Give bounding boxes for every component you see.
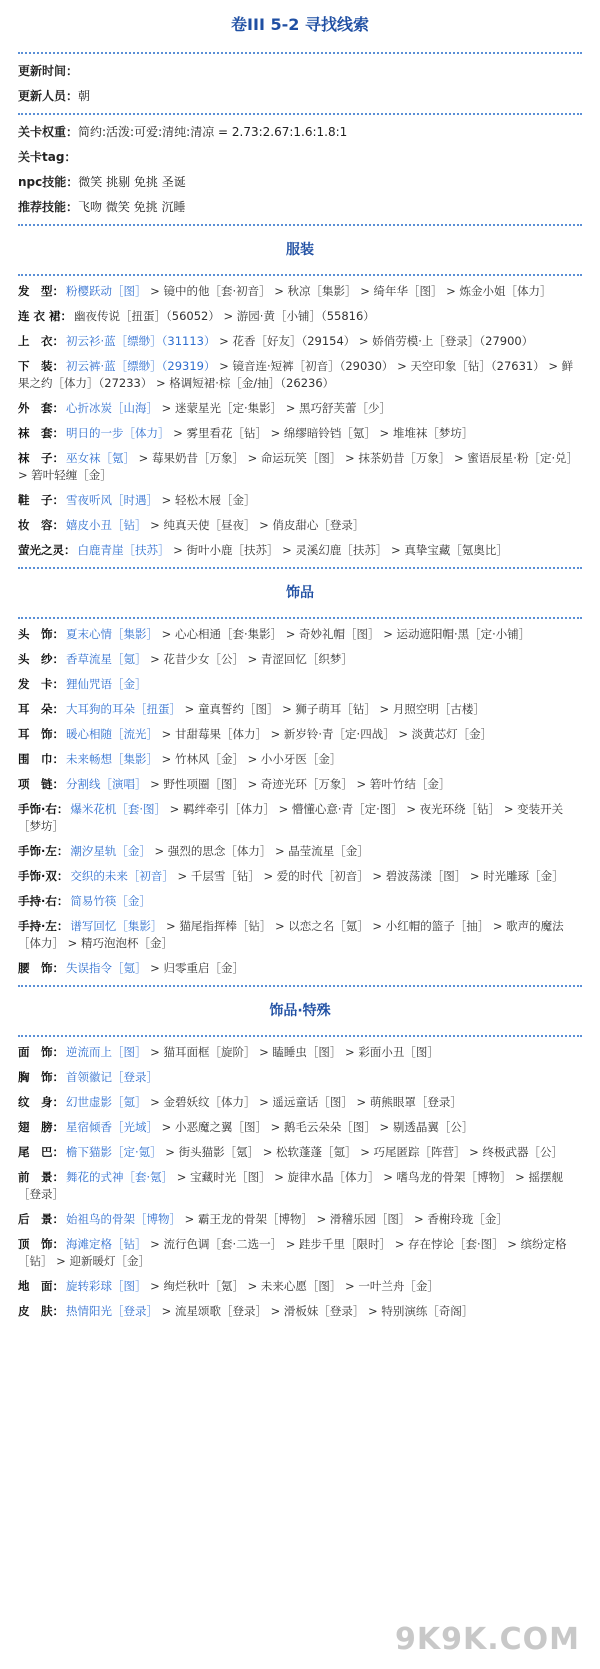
alternatives: > 野性项圈［图］ > 奇迹光环［万象］ > 箬叶竹结［金］: [146, 777, 451, 791]
item-row: [18, 626, 582, 643]
slot-label: 手持·左：: [18, 919, 69, 933]
top-pick: 失误指令［氪］: [66, 961, 147, 975]
item-list: [66, 677, 147, 691]
item-list: [66, 518, 364, 532]
top-pick: 香草流星［氪］: [66, 652, 147, 666]
slot-label: 后 景：: [18, 1212, 64, 1226]
page-title: 卷III 5-2 寻找线索: [231, 15, 369, 34]
top-pick: 旋转彩球［图］: [66, 1279, 147, 1293]
alternatives: > 猫耳面框［旋阶］ > 瞌睡虫［图］ > 彩面小丑［图］: [146, 1045, 439, 1059]
meta-label: 更新时间：: [18, 64, 79, 78]
item-list: [70, 844, 368, 858]
item-row: [18, 751, 582, 768]
top-pick: 始祖鸟的骨架［博物］: [66, 1212, 181, 1226]
slot-label: 顶 饰：: [18, 1237, 64, 1251]
alternatives: > 甘甜莓果［体力］ > 新岁铃·青［定·四战］ > 淡黄芯灯［金］: [158, 727, 493, 741]
slot-label: 上 衣：: [18, 334, 64, 348]
slot-label: 发 型：: [18, 284, 64, 298]
item-list: [18, 451, 578, 482]
slot-label: 袜 子：: [18, 451, 64, 465]
item-list: [66, 727, 492, 741]
alternatives: > 纯真天使［昼夜］ > 俏皮甜心［登录］: [146, 518, 365, 532]
item-row: [18, 1094, 582, 1111]
alternatives: > 小恶魔之翼［图］ > 鹅毛云朵朵［图］ > 剔透晶翼［公］: [158, 1120, 474, 1134]
item-sections: [18, 230, 582, 1320]
divider: [18, 274, 582, 276]
info-label: 关卡tag：: [18, 150, 77, 164]
item-list: [18, 802, 563, 833]
top-pick: 夏末心情［集影］: [66, 627, 158, 641]
top-pick: 初云衫·蓝［缥缈］（31113）: [66, 334, 216, 348]
item-list: [66, 1095, 462, 1109]
item-row: [18, 960, 582, 977]
slot-label: 手饰·右：: [18, 802, 69, 816]
slot-label: 手饰·双：: [18, 869, 69, 883]
slot-label: 手饰·左：: [18, 844, 69, 858]
slot-label: 鞋 子：: [18, 493, 64, 507]
item-list: [66, 1279, 439, 1293]
alternatives: > 羁绊牵引［体力］ > 懵懂心意·青［定·图］ > 夜光环绕［钻］ > 变装开关［梦坊］: [18, 802, 564, 833]
info-value: 飞吻 微笑 免挑 沉睡: [78, 200, 186, 214]
item-list: [74, 309, 375, 323]
info-row: [18, 124, 582, 140]
slot-label: 外 套：: [18, 401, 64, 415]
site-watermark: 9K9K.COM: [394, 1622, 580, 1657]
item-list: [70, 869, 563, 883]
top-pick: 海滩定格［钻］: [66, 1237, 147, 1251]
alternatives: > 街叶小鹿［扶苏］ > 灵溪幻鹿［扶苏］ > 真挚宝藏［氪奥比］: [169, 543, 508, 557]
top-pick: 大耳狗的耳朵［扭蛋］: [66, 702, 181, 716]
item-list: [66, 752, 341, 766]
top-pick: 谱写回忆［集影］: [70, 919, 163, 933]
item-list: [66, 1070, 158, 1084]
item-list: [78, 543, 508, 557]
slot-label: 手持·右：: [18, 894, 69, 908]
slot-label: 皮 肤：: [18, 1304, 64, 1318]
info-label: npc技能：: [18, 175, 79, 189]
slot-label: 前 景：: [18, 1170, 64, 1184]
item-list: [70, 894, 151, 908]
item-list: [66, 1145, 563, 1159]
item-list: [66, 702, 485, 716]
level-info: [18, 124, 582, 215]
alternatives: > 镜中的他［套·初音］ > 秋凉［集影］ > 绮年华［图］ > 炼金小姐［体力］: [146, 284, 552, 298]
divider: [18, 224, 582, 226]
slot-label: 翅 膀：: [18, 1120, 64, 1134]
top-pick: 简易竹筷［金］: [70, 894, 151, 908]
top-pick: 初云裤·蓝［缥缈］（29319）: [66, 359, 216, 373]
item-row: [18, 1144, 582, 1161]
item-row: [18, 1236, 582, 1270]
item-list: [18, 1170, 563, 1201]
meta-value: 朝: [78, 89, 91, 103]
top-pick: 白鹿青崖［扶苏］: [77, 543, 170, 557]
slot-label: 下 装：: [18, 359, 64, 373]
alternatives: > 千层雪［钻］ > 爱的时代［初音］ > 碧波荡漾［图］ > 时光雕琢［金］: [173, 869, 564, 883]
info-label: 推荐技能：: [18, 200, 79, 214]
info-row: [18, 199, 582, 215]
item-row: [18, 868, 582, 885]
divider: [18, 1035, 582, 1037]
slot-label: 纹 身：: [18, 1095, 64, 1109]
alternatives: > 雾里看花［钻］ > 绵缪暗铃铛［氪］ > 堆堆袜［梦坊］: [169, 426, 474, 440]
item-list: [66, 493, 255, 507]
item-row: [18, 651, 582, 668]
item-list: [66, 284, 551, 298]
top-pick: 分割线［演唱］: [66, 777, 147, 791]
slot-label: 连 衣 裙：: [18, 309, 73, 323]
alternatives: > 镜音连·短裤［初音］（29030） > 天空印象［钻］（27631） > 鲜果之约［体力］（27233） > 格调短裙·棕［金/抽］（26236）: [18, 359, 574, 390]
item-row: [18, 283, 582, 300]
item-list: [66, 777, 450, 791]
alternatives: > 绚烂秋叶［氪］ > 未来心愿［图］ > 一叶兰舟［金］: [146, 1279, 439, 1293]
item-list: [66, 426, 473, 440]
top-pick: 雪夜听风［时遇］: [66, 493, 158, 507]
alternatives: > 心心相通［套·集影］ > 奇妙礼帽［图］ > 运动遮阳帽·黑［定·小铺］: [158, 627, 531, 641]
divider: [18, 617, 582, 619]
alternatives: > 花昔少女［公］ > 青涩回忆［织梦］: [146, 652, 353, 666]
item-row: [18, 1069, 582, 1086]
item-row: [18, 400, 582, 417]
section-title: 饰品: [286, 585, 314, 601]
alternatives: > 轻松木屐［金］: [158, 493, 256, 507]
top-pick: 明日的一步［体力］: [66, 426, 170, 440]
item-list: [66, 401, 391, 415]
slot-label: 腰 饰：: [18, 961, 64, 975]
divider: [18, 113, 582, 115]
alternatives: > 街头猫影［氪］ > 松软蓬蓬［氪］ > 巧尾匿踪［阵营］ > 终极武器［公］: [161, 1145, 563, 1159]
info-row: [18, 174, 582, 190]
alternatives: > 童真誓约［图］ > 狮子萌耳［钻］ > 月照空明［古楼］: [181, 702, 485, 716]
top-pick: 嬉皮小丑［钻］: [66, 518, 147, 532]
alternatives: > 流星颂歌［登录］ > 滑板妹［登录］ > 特别演练［奇阁］: [158, 1304, 474, 1318]
item-row: [18, 542, 582, 559]
slot-label: 头 纱：: [18, 652, 64, 666]
item-list: [66, 1212, 508, 1226]
item-row: [18, 1044, 582, 1061]
section-title: 饰品·特殊: [269, 1003, 331, 1019]
item-list: [66, 1045, 439, 1059]
slot-label: 围 巾：: [18, 752, 64, 766]
divider: [18, 985, 582, 987]
item-row: [18, 517, 582, 534]
top-pick: 爆米花机［套·图］: [70, 802, 167, 816]
alternatives: > 流行色调［套·二选一］ > 跬步千里［限时］ > 存在悖论［套·图］ > 缤纷定格［钻］ > 迎新暖灯［金］: [18, 1237, 567, 1268]
item-row: [18, 726, 582, 743]
item-row: [18, 801, 582, 835]
alternatives: 幽夜传说［扭蛋］（56052） > 游园·黄［小铺］（55816）: [74, 309, 375, 323]
item-row: [18, 450, 582, 484]
top-pick: 粉樱跃动［图］: [66, 284, 147, 298]
slot-label: 耳 饰：: [18, 727, 64, 741]
alternatives: > 归零重启［金］: [146, 961, 244, 975]
top-pick: 逆流而上［图］: [66, 1045, 147, 1059]
info-label: 关卡权重：: [18, 125, 79, 139]
alternatives: > 花香［好友］（29154） > 娇俏劳模·上［登录］（27900）: [215, 334, 534, 348]
divider: [18, 567, 582, 569]
item-row: [18, 776, 582, 793]
top-pick: 暖心相随［流光］: [66, 727, 158, 741]
divider: [18, 52, 582, 54]
alternatives: > 迷蒙星光［定·集影］ > 黑巧舒芙蕾［少］: [158, 401, 392, 415]
slot-label: 头 饰：: [18, 627, 64, 641]
slot-label: 胸 饰：: [18, 1070, 64, 1084]
slot-label: 尾 巴：: [18, 1145, 64, 1159]
info-row: [18, 149, 582, 165]
alternatives: > 竹林风［金］ > 小小牙医［金］: [158, 752, 342, 766]
item-row: [18, 676, 582, 693]
top-pick: 首领徽记［登录］: [66, 1070, 158, 1084]
item-list: [66, 1304, 473, 1318]
item-row: [18, 425, 582, 442]
section-title: 服装: [286, 242, 314, 258]
item-row: [18, 843, 582, 860]
item-row: [18, 1278, 582, 1295]
alternatives: > 霸王龙的骨架［博物］ > 滑稽乐园［图］ > 香榭玲珑［金］: [181, 1212, 508, 1226]
item-row: [18, 893, 582, 910]
alternatives: > 金碧妖纹［体力］ > 遥远童话［图］ > 萌熊眼罩［登录］: [146, 1095, 462, 1109]
top-pick: 潮汐星轨［金］: [70, 844, 151, 858]
top-pick: 狸仙咒语［金］: [66, 677, 147, 691]
top-pick: 舞花的式神［套·氪］: [66, 1170, 174, 1184]
top-pick: 星宿倾香［光域］: [66, 1120, 158, 1134]
slot-label: 项 链：: [18, 777, 64, 791]
slot-label: 萤光之灵：: [18, 543, 76, 557]
slot-label: 袜 套：: [18, 426, 64, 440]
top-pick: 热情阳光［登录］: [66, 1304, 158, 1318]
update-info: [18, 63, 582, 104]
top-pick: 交织的未来［初音］: [70, 869, 174, 883]
item-list: [66, 1120, 473, 1134]
item-row: [18, 333, 582, 350]
alternatives: > 强烈的思念［体力］ > 晶莹流星［金］: [150, 844, 369, 858]
info-value: 微笑 挑剔 免挑 圣诞: [78, 175, 186, 189]
item-row: [18, 918, 582, 952]
top-pick: 幻世虚影［氪］: [66, 1095, 147, 1109]
item-list: [18, 919, 564, 950]
item-list: [18, 359, 573, 390]
item-row: [18, 1119, 582, 1136]
item-list: [18, 1237, 567, 1268]
slot-label: 发 卡：: [18, 677, 64, 691]
top-pick: 巫女袜［氪］: [66, 451, 135, 465]
slot-label: 耳 朵：: [18, 702, 64, 716]
item-list: [66, 334, 533, 348]
alternatives: > 猫尾指挥棒［钻］ > 以恋之名［氪］ > 小红帽的篮子［抽］ > 歌声的魔法［体力］ > 精巧泡泡杯［金］: [18, 919, 564, 950]
item-row: [18, 1211, 582, 1228]
top-pick: 檐下猫影［定·氪］: [66, 1145, 162, 1159]
alternatives: > 莓果奶昔［万象］ > 命运玩笑［图］ > 抹茶奶昔［万象］ > 蜜语辰星·粉［定·兑］ > 箬叶轻缠［金］: [18, 451, 579, 482]
top-pick: 未来畅想［集影］: [66, 752, 158, 766]
item-row: [18, 358, 582, 392]
item-list: [66, 652, 353, 666]
item-row: [18, 1169, 582, 1203]
meta-row: [18, 88, 582, 104]
slot-label: 面 饰：: [18, 1045, 64, 1059]
meta-row: [18, 63, 582, 79]
item-row: [18, 308, 582, 325]
item-row: [18, 1303, 582, 1320]
info-value: 简约:活泼:可爱:清纯:清凉 = 2.73:2.67:1.6:1.8:1: [78, 125, 348, 139]
item-list: [66, 627, 530, 641]
slot-label: 地 面：: [18, 1279, 64, 1293]
slot-label: 妆 容：: [18, 518, 64, 532]
item-row: [18, 492, 582, 509]
item-row: [18, 701, 582, 718]
alternatives: > 宝藏时光［图］ > 旋律水晶［体力］ > 嗜鸟龙的骨架［博物］ > 摇摆舰［登录］: [18, 1170, 563, 1201]
meta-label: 更新人员：: [18, 89, 79, 103]
top-pick: 心折冰炭［山海］: [66, 401, 158, 415]
item-list: [66, 961, 244, 975]
